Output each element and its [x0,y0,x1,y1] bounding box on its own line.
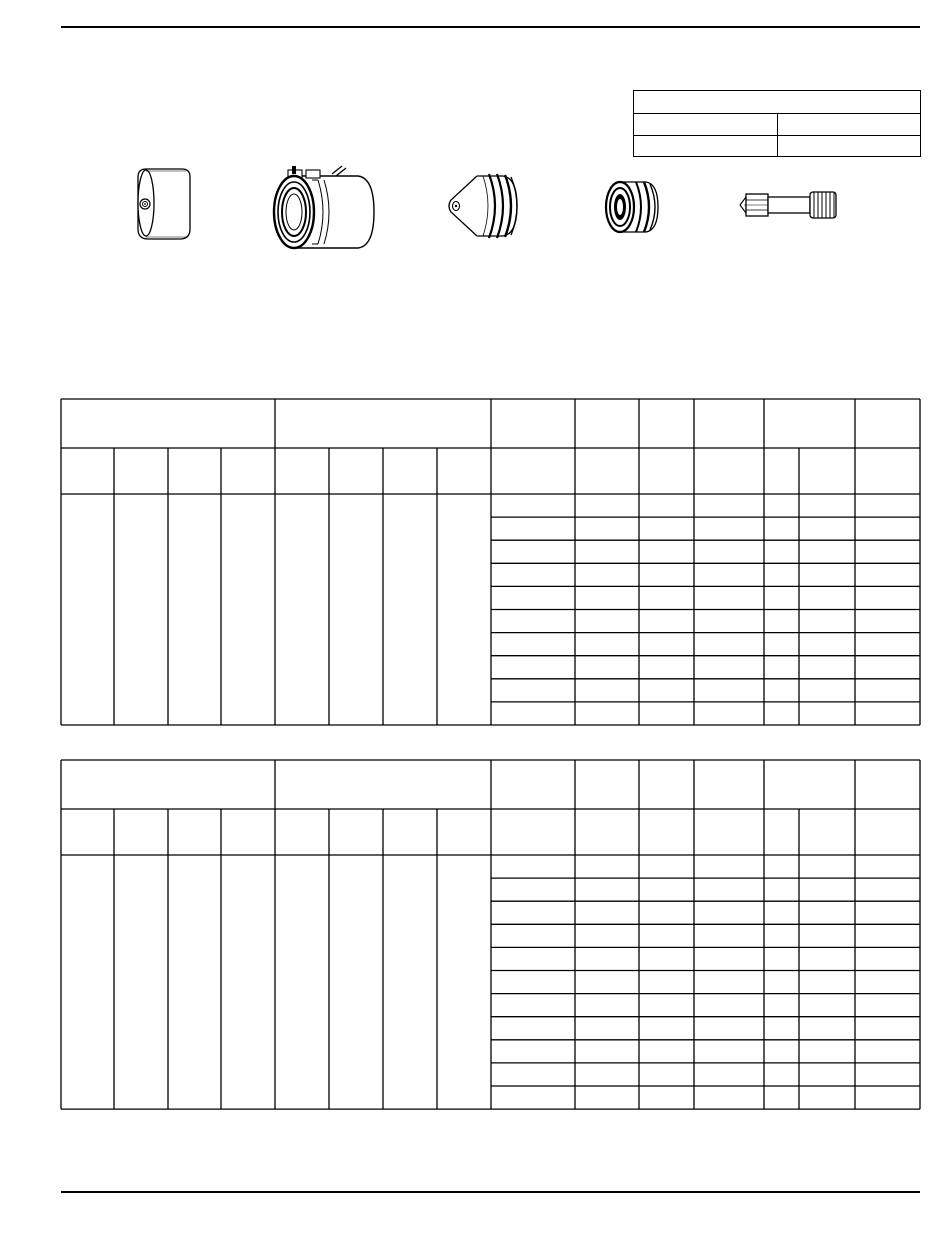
reference-table-column-divider [777,113,778,156]
header-rule [61,26,920,28]
footer-rule [61,1191,920,1193]
cut-chart-table-1 [60,398,922,726]
swirl-ring-icon [600,178,662,236]
shield-icon [132,163,196,243]
reference-table [633,90,921,157]
retaining-cap-icon [266,164,378,254]
nozzle-icon [445,170,527,242]
cut-chart-table-2 [60,759,922,1111]
electrode-icon [738,184,842,226]
